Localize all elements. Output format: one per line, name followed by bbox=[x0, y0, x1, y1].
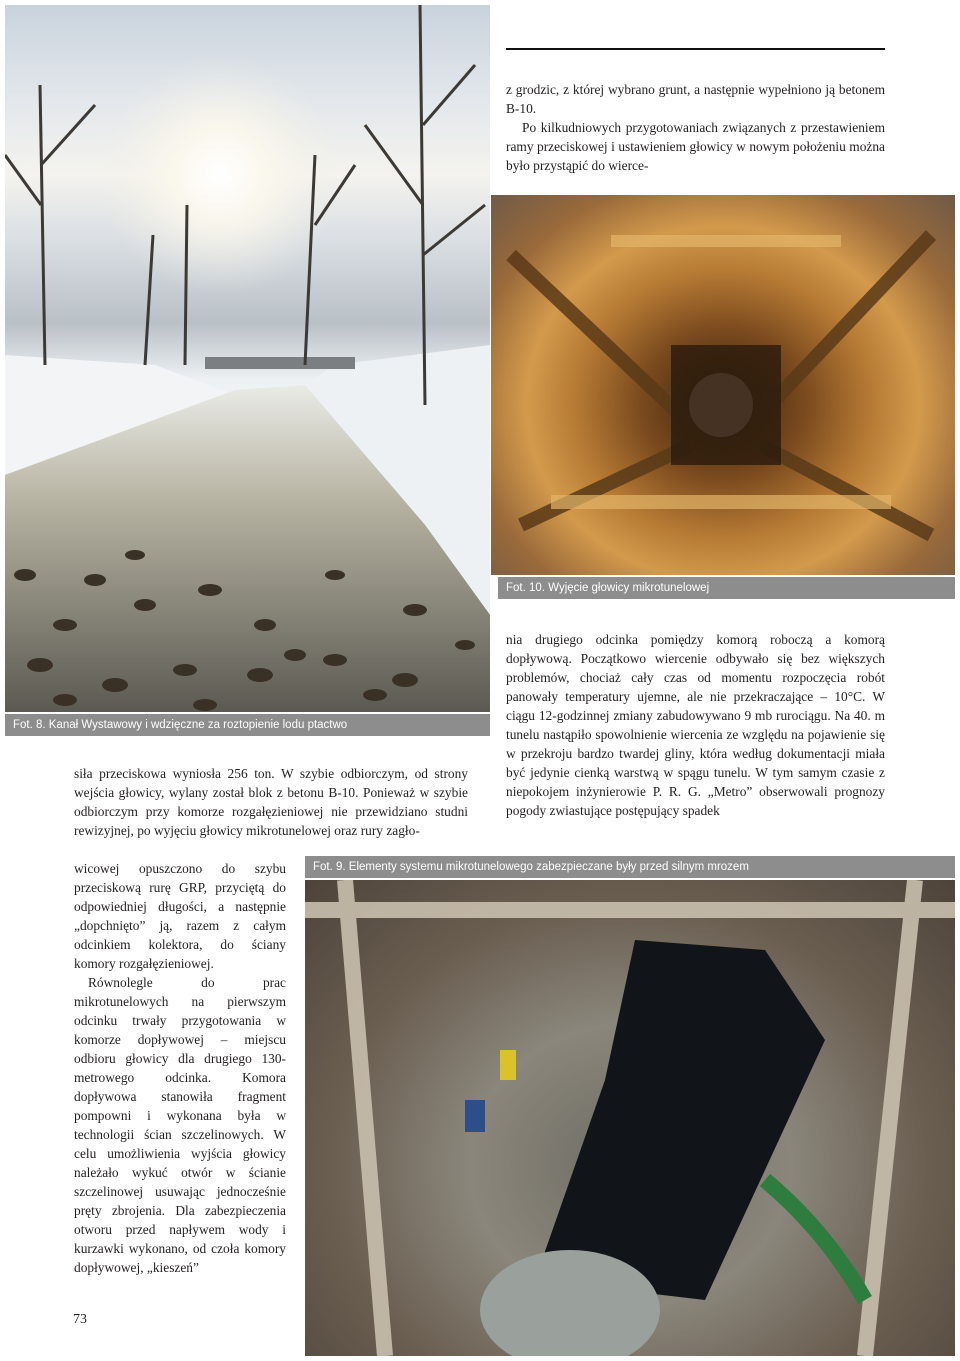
caption-photo-8: Fot. 8. Kanał Wystawowy i wdzięczne za roztopienie lodu ptactwo bbox=[5, 714, 490, 736]
photo-microtunnel-head bbox=[491, 195, 955, 575]
header-text bbox=[506, 80, 885, 175]
page-number: 73 bbox=[73, 1312, 87, 1327]
caption-photo-10: Fot. 10. Wyjęcie głowicy mikrotunelowej bbox=[498, 577, 955, 599]
header-paragraph: z grodzic, z której wybrano grunt, a następnie wypełniono ją betonem B-10. bbox=[506, 82, 885, 116]
photo-microtunnel-system bbox=[305, 880, 955, 1356]
pit-illustration bbox=[305, 880, 955, 1356]
caption-photo-9: Fot. 9. Elementy systemu mikrotunelowego zabezpieczane były przed silnym mrozem bbox=[305, 856, 955, 878]
paragraph-right: nia drugiego odcinka pomiędzy komorą roboczą a komorą dopływową. Początkowo wiercenie odbywało się bez większych problemów, chociaż cały czas od momentu rozpoczęcia robót panowały temperatury ujemne, ale nie przekraczające – 10°C. W ciągu 12-godzinnej zmiany zabudowywano 9 mb rurociągu. Na 40. m tunelu nastąpiło spowolnienie wiercenia ze względu na pojawienie się w przekroju bardzo twardej gliny, która według dokumentacji miała być jedynie cienką warstwą w spągu tunelu. W tym samym czasie z niepokojem inżynierowie P. R. G. „Metro” obserwowali prognozy pogody zwiastujące postępujący spadek bbox=[506, 632, 885, 818]
paragraph-left-narrow-1: wicowej opuszczono do szybu przeciskową rurę GRP, przyciętą do odpowiedniej długości, a następnie „dopchnięto” ją, razem z całym odcinkiem kolektora, do ściany komory rozgałęzieniowej. bbox=[74, 861, 286, 971]
canal-illustration bbox=[5, 5, 490, 712]
shaft-illustration bbox=[491, 195, 955, 575]
photo-canal-winter bbox=[5, 5, 490, 712]
header-rule bbox=[506, 48, 885, 50]
paragraph-top: Po kilkudniowych przygotowaniach związanych z przestawieniem ramy przeciskowej i ustawieniem głowicy w nowym położeniu można było przystąpić do wierce- bbox=[506, 120, 885, 173]
paragraph-left-narrow-2: Równolegle do prac mikrotunelowych na pierwszym odcinku trwały przygotowania w komorze dopływowej – miejscu odbioru głowicy dla drugiego 130-metrowego odcinka. Komora dopływowa stanowiła fragment pompowni i wykonana była w technologii ścian szczelinowych. W celu umożliwienia wyjścia głowicy należało wykuć otwór w ścianie szczelinowej usuwając jednocześnie pręty zbrojenia. Dla zabezpieczenia otworu przed napływem wody i kurzawki wykonano, od czoła komory dopływowej, „kieszeń” bbox=[74, 975, 286, 1275]
paragraph-left-top: siła przeciskowa wyniosła 256 ton. W szybie odbiorczym, od strony wejścia głowicy, wylany został blok z betonu B-10. Ponieważ w szybie odbiorczym przy komorze rozgałęzieniowej nie przewidziano studni rewizyjnej, po wyjęciu głowicy mikrotunelowej oraz rury zagło- bbox=[74, 766, 468, 838]
